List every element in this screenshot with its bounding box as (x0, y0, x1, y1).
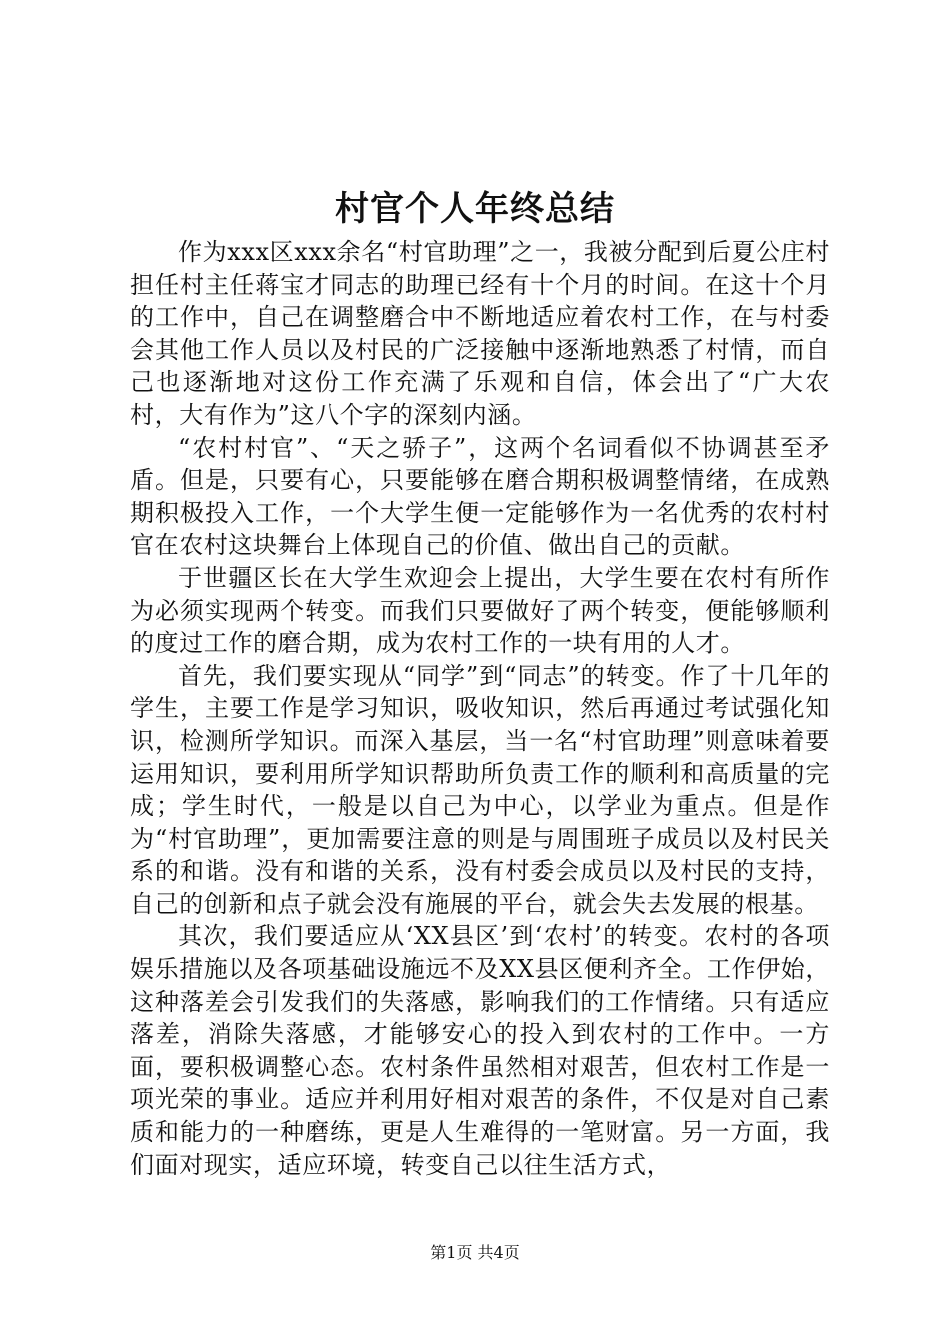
document-body (130, 236, 830, 1181)
paragraph: 首先，我们要实现从“同学”到“同志”的转变。作了十几年的学生，主要工作是学习知识，吸收知识，然后再通过考试强化知识，检测所学知识。而深入基层，当一名“村官助理”则意味着要运用知识，要利用所学知识帮助所负责工作的顺利和高质量的完成；学生时代，一般是以自己为中心，以学业为重点。但是作为“村官助理”，更加需要注意的则是与周围班子成员以及村民关系的和谐。没有和谐的关系，没有村委会成员以及村民的支持，自己的创新和点子就会没有施展的平台，就会失去发展的根基。 (130, 661, 830, 918)
document-title: 村官个人年终总结 (335, 189, 615, 229)
paragraph: 于世疆区长在大学生欢迎会上提出，大学生要在农村有所作为必须实现两个转变。而我们只要做好了两个转变，便能够顺利的度过工作的磨合期，成为农村工作的一块有用的人才。 (130, 563, 830, 658)
paragraph: 作为xxx区xxx余名“村官助理”之一，我被分配到后夏公庄村担任村主任蒋宝才同志的助理已经有十个月的时间。在这十个月的工作中，自己在调整磨合中不断地适应着农村工作，在与村委会其他工作人员以及村民的广泛接触中逐渐地熟悉了村情，而自己也逐渐地对这份工作充满了乐观和自信，体会出了“广大农村，大有作为”这八个字的深刻内涵。 (130, 238, 830, 429)
page-number-footer: 第1页 共4页 (430, 1243, 520, 1262)
paragraph: “农村村官”、“天之骄子”，这两个名词看似不协调甚至矛盾。但是，只要有心，只要能够在磨合期积极调整情绪，在成熟期积极投入工作，一个大学生便一定能够作为一名优秀的农村村官在农村这块舞台上体现自己的价值、做出自己的贡献。 (130, 433, 830, 560)
paragraph: 其次，我们要适应从‘XX县区’到‘农村’的转变。农村的各项娱乐措施以及各项基础设施远不及XX县区便利齐全。工作伊始，这种落差会引发我们的失落感，影响我们的工作情绪。只有适应落差，消除失落感，才能够安心的投入到农村的工作中。一方面，要积极调整心态。农村条件虽然相对艰苦，但农村工作是一项光荣的事业。适应并利用好相对艰苦的条件，不仅是对自己素质和能力的一种磨练，更是人生难得的一笔财富。另一方面，我们面对现实，适应环境，转变自己以往生活方式， (130, 922, 830, 1179)
